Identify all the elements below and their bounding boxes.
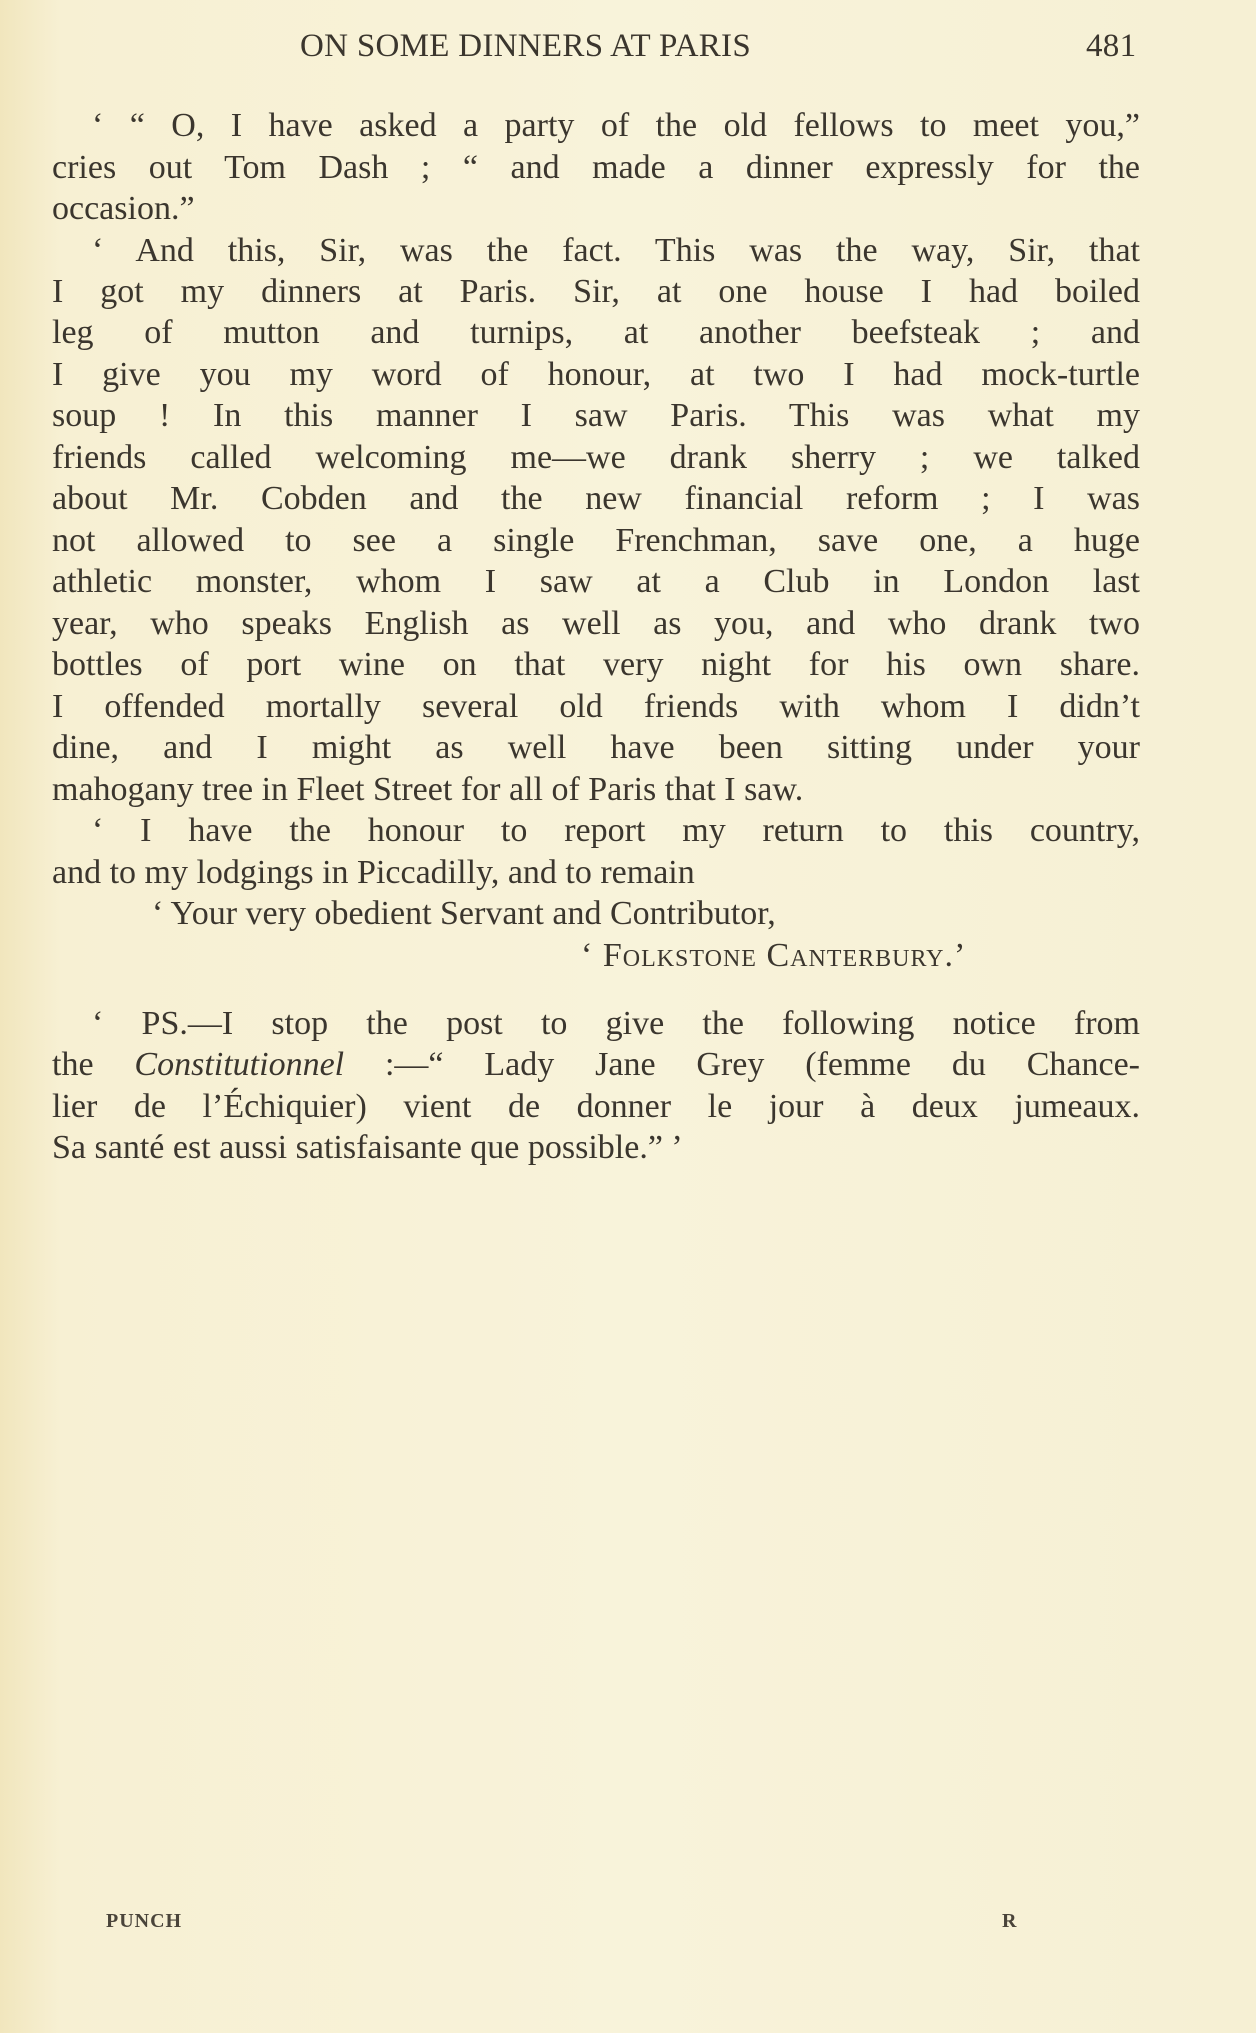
- text-line: the Constitutionnel :—“ Lady Jane Grey (femme du Chance-: [52, 1046, 1140, 1083]
- text-line: ‘ PS.—I stop the post to give the following notice from: [92, 1005, 1140, 1042]
- text-line: lier de l’Échiquier) vient de donner le jour à deux jumeaux.: [52, 1088, 1140, 1125]
- page-number: 481: [1086, 28, 1137, 64]
- text-line: soup ! In this manner I saw Paris. This was what my: [52, 397, 1140, 434]
- text-line: I got my dinners at Paris. Sir, at one house I had boiled: [52, 273, 1140, 310]
- text-line: and to my lodgings in Piccadilly, and to remain: [52, 854, 695, 891]
- text-line: cries out Tom Dash ; “ and made a dinner expressly for the: [52, 149, 1140, 186]
- text-line: Sa santé est aussi satisfaisante que possible.” ’: [52, 1129, 683, 1166]
- text-line: ‘ “ O, I have asked a party of the old fellows to meet you,”: [92, 107, 1140, 144]
- text-line: year, who speaks English as well as you, and who drank two: [52, 605, 1140, 642]
- text-line: friends called welcoming me—we drank sherry ; we talked: [52, 439, 1140, 476]
- letter-signature: ‘ Folkstone Canterbury.’: [581, 937, 967, 974]
- text-line: not allowed to see a single Frenchman, save one, a huge: [52, 522, 1140, 559]
- text-line: athletic monster, whom I saw at a Club in London last: [52, 563, 1140, 600]
- text-line: ‘ And this, Sir, was the fact. This was the way, Sir, that: [92, 232, 1140, 269]
- letter-closing: ‘ Your very obedient Servant and Contributor,: [152, 895, 776, 932]
- newspaper-title: Constitutionnel: [134, 1046, 345, 1083]
- text-line: I give you my word of honour, at two I had mock-turtle: [52, 356, 1140, 393]
- text-line: bottles of port wine on that very night for his own share.: [52, 646, 1140, 683]
- header-title: ON SOME DINNERS AT PARIS: [300, 28, 751, 64]
- signature-right: R: [1002, 1910, 1017, 1932]
- text-line: about Mr. Cobden and the new financial reform ; I was: [52, 480, 1140, 517]
- text-line: occasion.”: [52, 190, 195, 227]
- text-line: dine, and I might as well have been sitting under your: [52, 729, 1140, 766]
- signature-left: PUNCH: [106, 1910, 183, 1932]
- text-line: ‘ I have the honour to report my return to this country,: [92, 812, 1140, 849]
- text-line: I offended mortally several old friends with whom I didn’t: [52, 688, 1140, 725]
- text-line: leg of mutton and turnips, at another beefsteak ; and: [52, 314, 1140, 351]
- text-line: mahogany tree in Fleet Street for all of Paris that I saw.: [52, 771, 804, 808]
